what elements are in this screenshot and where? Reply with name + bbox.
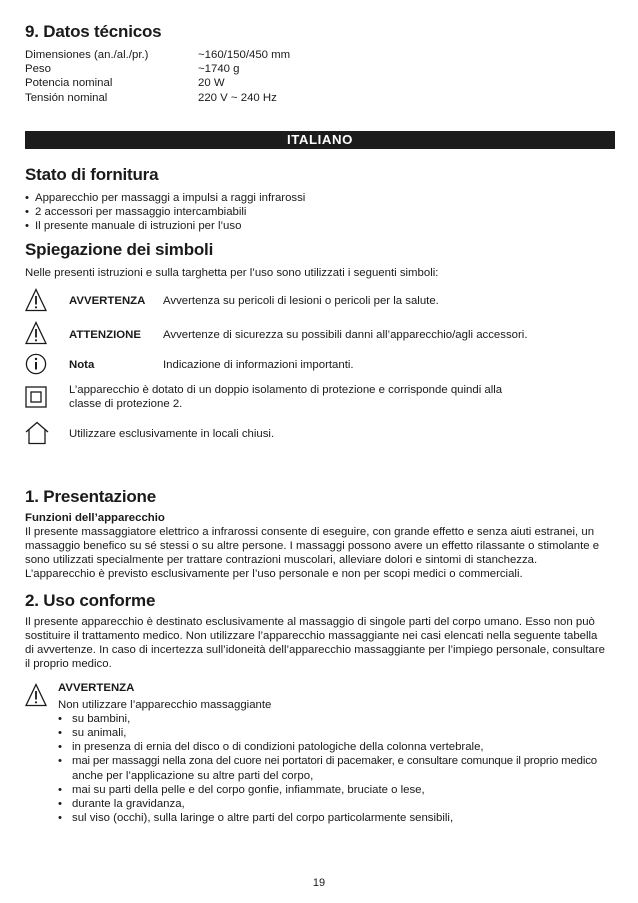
paragraph-line: L’apparecchio è previsto esclusivamente per l’uso personale e non per scopi medici o commerciali. (25, 568, 523, 581)
warning-body (58, 681, 615, 825)
symbol-description: Utilizzare esclusivamente in locali chiusi. (69, 427, 275, 440)
spec-row (25, 76, 615, 90)
symbol-description: Avvertenze di sicurezza su possibili danni all’apparecchio/agli accessori. (163, 328, 528, 341)
bullet: • (58, 741, 62, 754)
list-item-text: in presenza di ernia del disco o di condizioni patologiche della colonna vertebrale, (72, 741, 484, 754)
bullet: • (58, 755, 62, 768)
symbol-description-line: classe di protezione 2. (69, 397, 183, 410)
list-item-text: durante la gravidanza, (72, 798, 185, 811)
bullet: • (58, 783, 62, 796)
list-item-text: Apparecchio per massaggi a impulsi a raggi infrarossi (35, 191, 306, 204)
symbol-description: Avvertenza su pericoli di lesioni o pericoli per la salute. (163, 294, 439, 307)
list-item-text: 2 accessori per massaggio intercambiabili (35, 206, 247, 219)
list-item (58, 797, 615, 811)
list-item-text: su bambini, (72, 712, 131, 725)
bullet: • (25, 206, 29, 219)
symbol-row (25, 353, 615, 379)
info-circle-icon (25, 353, 69, 383)
list-item-continuation (58, 769, 615, 783)
intended-use-text (25, 615, 615, 672)
section-heading-presentazione: 1. Presentazione (25, 486, 156, 506)
warning-intro: Non utilizzare l’apparecchio massaggiante (58, 698, 272, 711)
spec-value: ~160/150/450 mm (198, 49, 291, 61)
list-item (58, 754, 615, 768)
manual-page (25, 22, 615, 825)
section-heading-datos: 9. Datos técnicos (25, 22, 162, 41)
bullet: • (25, 191, 29, 204)
list-item (25, 205, 615, 219)
spec-row (25, 48, 615, 62)
list-item-text: su animali, (72, 727, 127, 740)
indoor-house-icon (25, 421, 69, 451)
list-item-text: Il presente manuale di istruzioni per l’uso (35, 220, 242, 233)
spec-key: Dimensiones (an./al./pr.) (25, 49, 149, 61)
paragraph-line: Il presente massaggiatore elettrico a infrarossi consente di eseguire, con grande effetto e senza aiuti estranei, un (25, 525, 595, 538)
bullet: • (58, 812, 62, 825)
bullet: • (58, 798, 62, 811)
section-heading-uso: 2. Uso conforme (25, 590, 156, 610)
symbol-row (25, 421, 615, 451)
paragraph-line: di avvertenze. In caso di incertezza sull’idoneità dell’apparecchio massaggiante per l’impiego personale, consultare (25, 644, 605, 657)
spec-row (25, 91, 615, 105)
bullet: • (58, 712, 62, 725)
symbol-row (25, 288, 615, 319)
spec-key: Tensión nominal (25, 91, 108, 104)
warning-triangle-icon (25, 681, 58, 825)
list-item-text: mai su parti della pelle e del corpo gonfie, infiammate, bruciate o lese, (72, 783, 425, 796)
paragraph-line: sostituire il trattamento medico. Non utilizzare l’apparecchio massaggiante nei casi elencati nella seguente tabella (25, 629, 598, 642)
symbol-description-line: L’apparecchio è dotato di un doppio isolamento di protezione e corrisponde quindi alla (69, 383, 503, 396)
list-item (58, 783, 615, 797)
warning-triangle-icon (25, 321, 69, 351)
delivery-list (25, 191, 615, 234)
spec-value: 20 W (198, 77, 225, 90)
bullet: • (58, 727, 62, 740)
symbol-row (25, 321, 615, 353)
list-item-text: anche per l’applicazione su altre parti del corpo, (72, 769, 314, 782)
list-item (58, 726, 615, 740)
list-item-text: sul viso (occhi), sulla laringe o altre parti del corpo particolarmente sensibili, (72, 812, 454, 825)
symbols-intro: Nelle presenti istruzioni e sulla targhetta per l’uso sono utilizzati i seguenti simboli: (25, 267, 439, 280)
spec-value: 220 V ~ 240 Hz (198, 91, 277, 104)
warning-box (25, 681, 615, 825)
list-item (58, 740, 615, 754)
section-heading-stato: Stato di fornitura (25, 164, 159, 184)
symbol-term: ATTENZIONE (69, 328, 141, 341)
symbol-row (25, 383, 615, 417)
list-item (58, 811, 615, 825)
page-number: 19 (312, 877, 326, 889)
list-item (25, 219, 615, 233)
spec-value: ~1740 g (198, 63, 240, 76)
symbol-term: AVVERTENZA (69, 294, 146, 307)
symbol-term: Nota (69, 358, 95, 371)
symbol-description (69, 383, 615, 411)
paragraph-line: Il presente apparecchio è destinato esclusivamente al massaggio di singole parti del corpo umano. Esso non può (25, 615, 595, 628)
list-item-text: mai per massaggi nella zona del cuore nei portatori di pacemaker, e consultare comunque il proprio medico (72, 755, 597, 768)
language-bar: ITALIANO (25, 131, 615, 149)
warning-title: AVVERTENZA (58, 682, 135, 695)
spec-row (25, 62, 615, 76)
list-item (58, 712, 615, 726)
section-heading-simboli: Spiegazione dei simboli (25, 240, 214, 260)
paragraph-line: sono utilizzati specialmente per trattare contrazioni muscolari, alleviare dolori e sintomi di stanchezza. (25, 554, 538, 567)
spec-key: Peso (25, 63, 51, 76)
paragraph-line: massaggio benefico su sé stessi o su altre persone. I massaggi possono avere un effetto rilassante o stimolante e (25, 540, 600, 553)
warning-triangle-icon (25, 288, 69, 318)
list-item (25, 191, 615, 205)
spec-key: Potencia nominal (25, 77, 113, 90)
symbol-description: Indicazione di informazioni importanti. (163, 358, 354, 371)
subheading-funzioni: Funzioni dell’apparecchio (25, 511, 165, 524)
presentation-text (25, 525, 615, 582)
specs-table (25, 48, 615, 105)
bullet: • (25, 220, 29, 233)
double-insulation-icon (25, 383, 69, 416)
paragraph-line: il proprio medico. (25, 658, 112, 671)
